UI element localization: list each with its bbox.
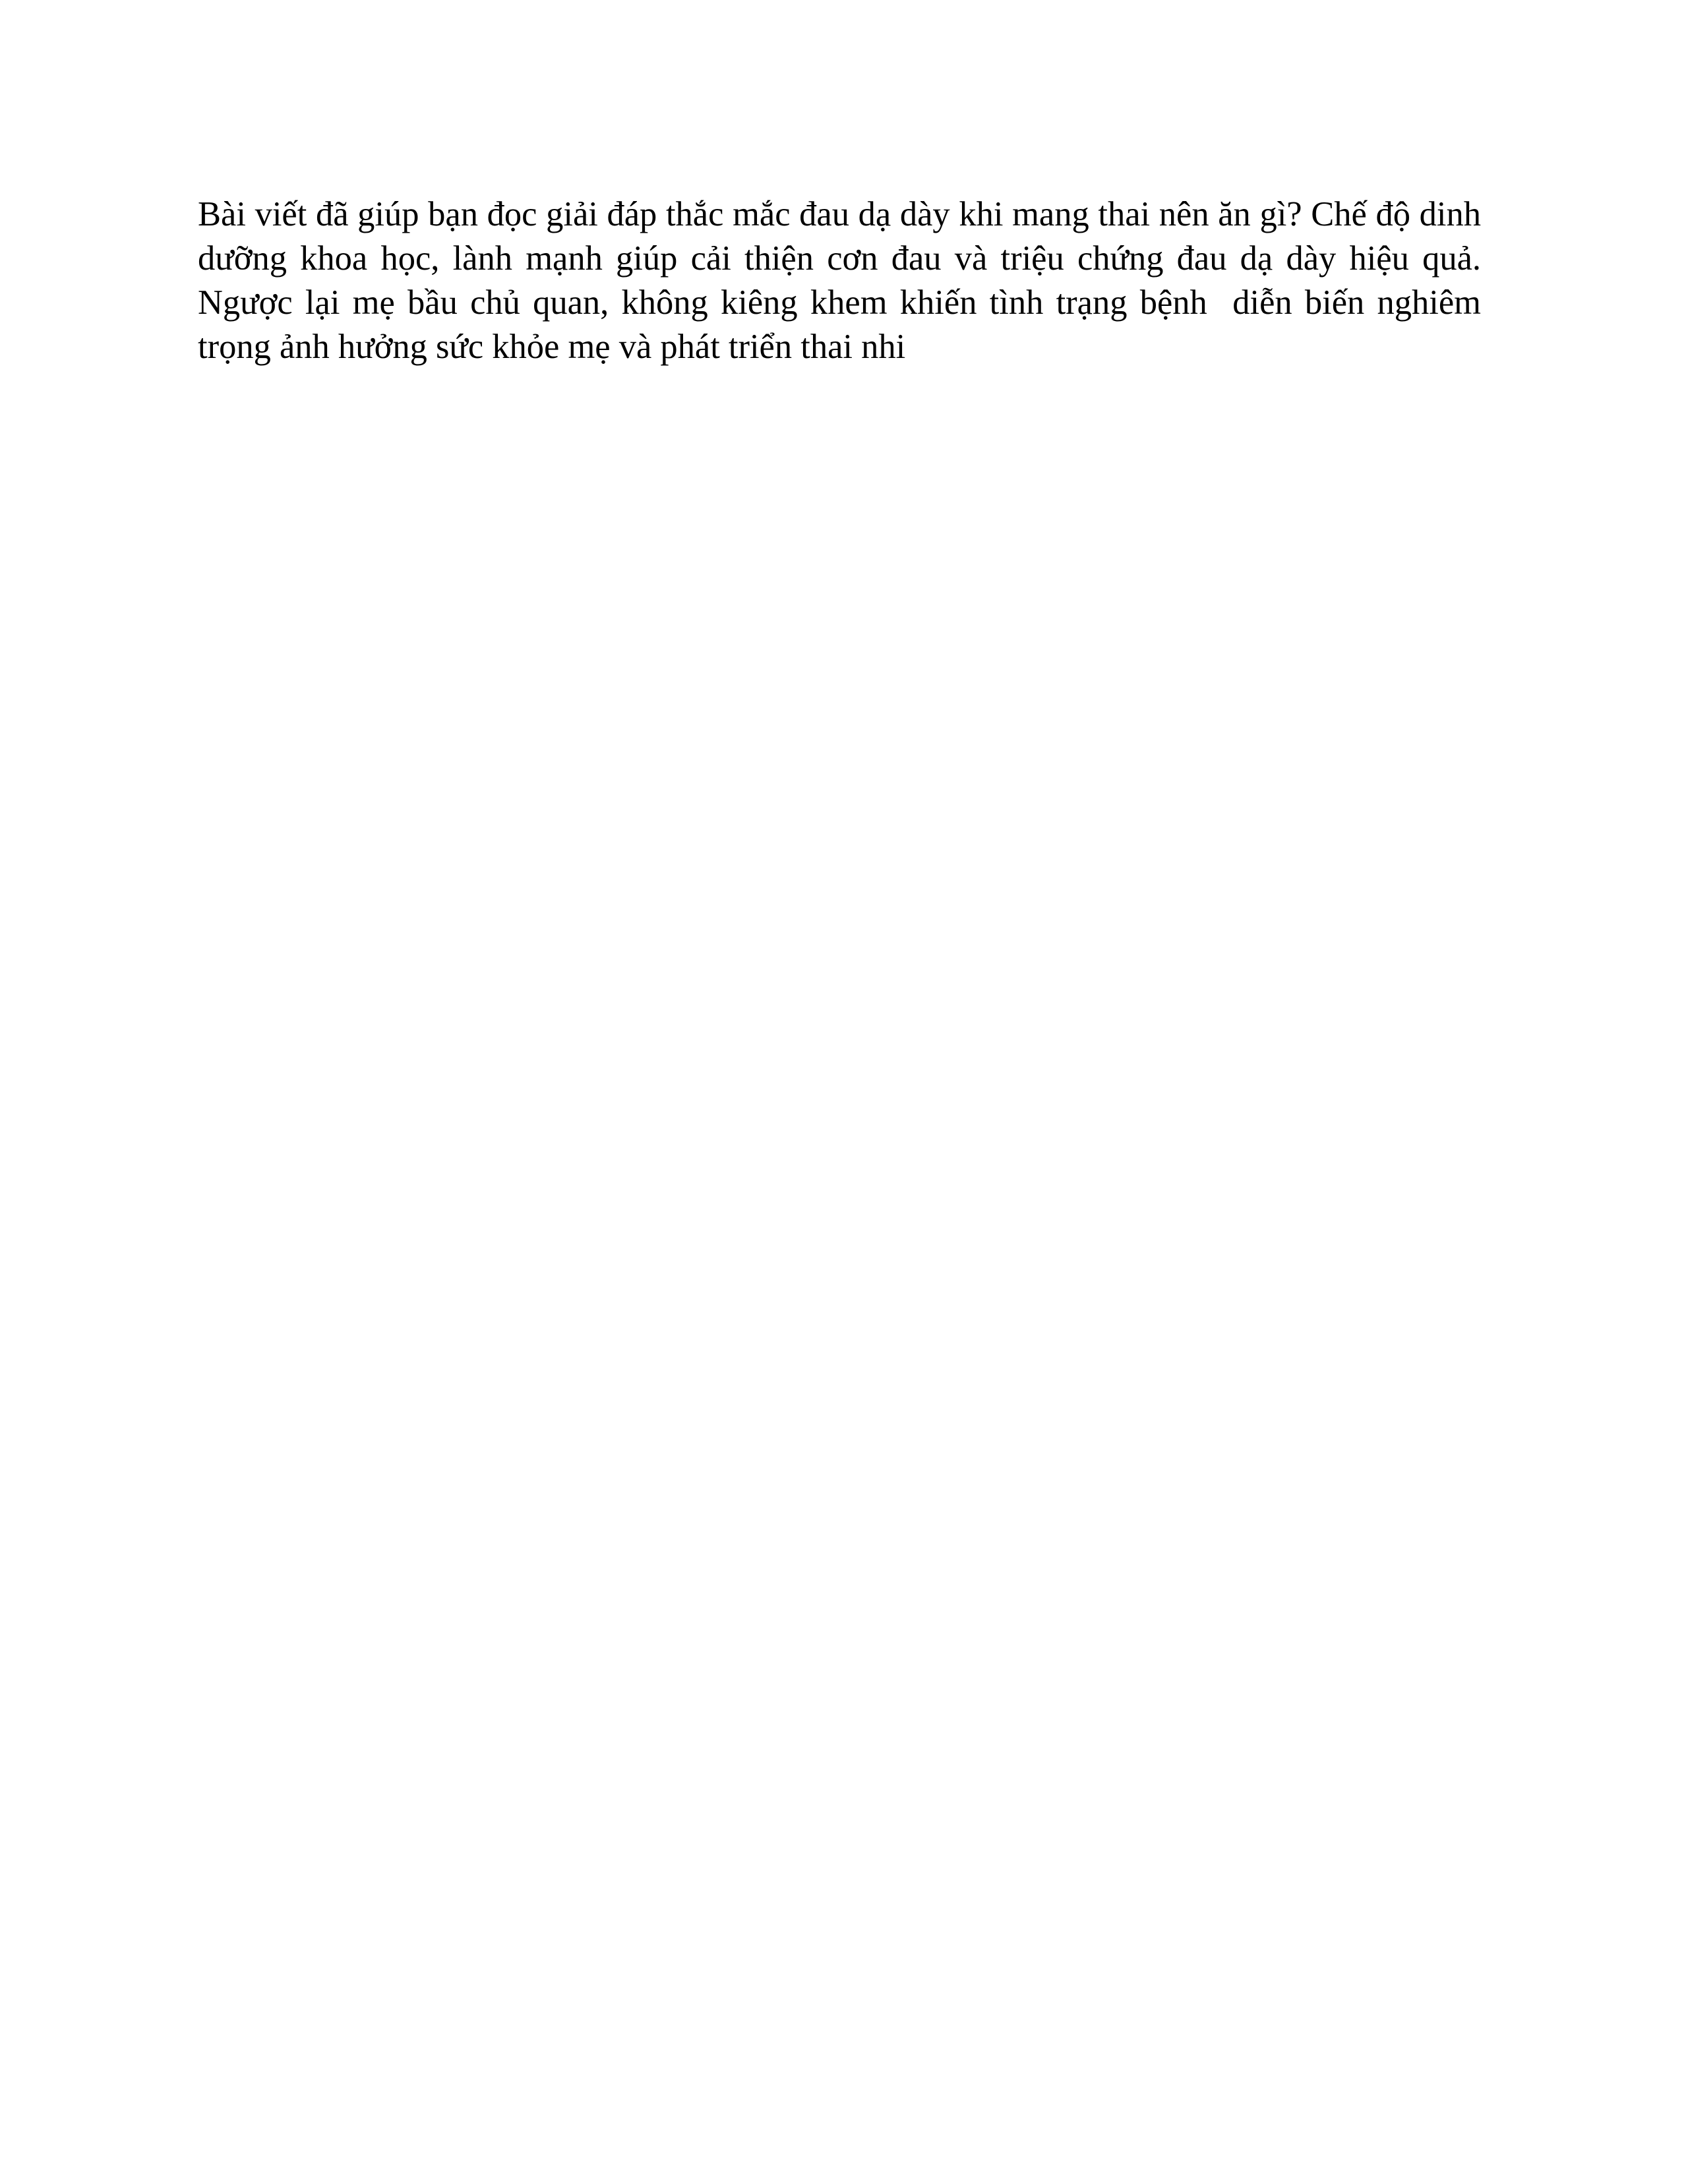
body-paragraph: Bài viết đã giúp bạn đọc giải đáp thắc mắc đau dạ dày khi mang thai nên ăn gì? Chế độ dinh dưỡng khoa học, lành mạnh giúp cải thiện cơn đau và triệu chứng đau dạ dày hiệu quả. Ngược lại mẹ bầu chủ quan, không kiêng khem khiến tình trạng bệnh diễn biến nghiêm trọng ảnh hưởng sức khỏe mẹ và phát triển thai nhi	[198, 195, 1490, 366]
